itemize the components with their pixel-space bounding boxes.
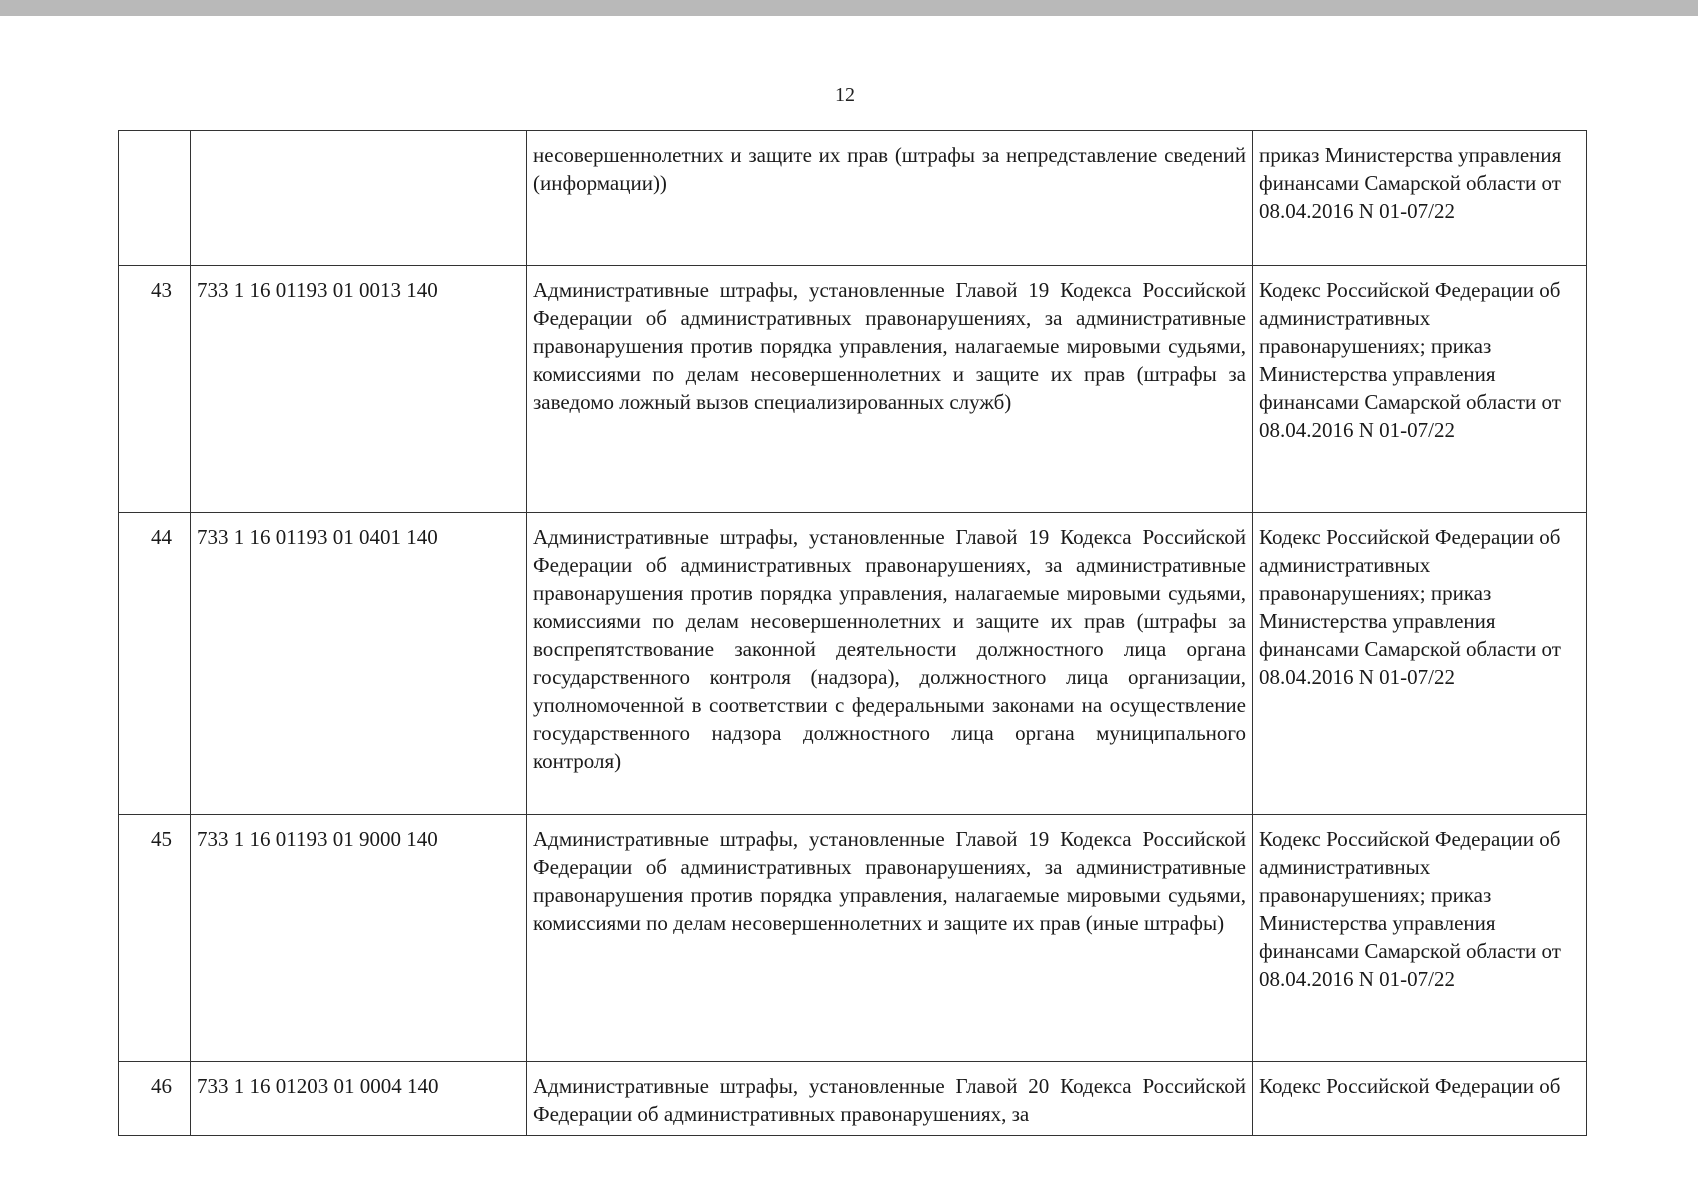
legal-basis: Кодекс Российской Федерации об административных правонарушениях; приказ Министерства управления финансами Самарской области от 08.04.2016 N 01-07/22 (1253, 266, 1587, 513)
revenue-code: 733 1 16 01203 01 0004 140 (191, 1062, 527, 1136)
revenue-name: несовершеннолетних и защите их прав (штрафы за непредставление сведений (информации)) (527, 131, 1253, 266)
table-row (119, 266, 1587, 513)
row-number: 45 (119, 815, 191, 1062)
revenue-name: Административные штрафы, установленные Главой 19 Кодекса Российской Федерации об административных правонарушениях, за административные правонарушения против порядка управления, налагаемые мировыми судьями, комиссиями по делам несовершеннолетних и защите их прав (иные штрафы) (527, 815, 1253, 1062)
revenue-codes-table (118, 130, 1587, 1136)
revenue-code: 733 1 16 01193 01 9000 140 (191, 815, 527, 1062)
revenue-name: Административные штрафы, установленные Главой 19 Кодекса Российской Федерации об административных правонарушениях, за административные правонарушения против порядка управления, налагаемые мировыми судьями, комиссиями по делам несовершеннолетних и защите их прав (штрафы за воспрепятствование законной деятельности должностного лица органа государственного контроля (надзора), должностного лица организации, уполномоченной в соответствии с федеральными законами на осуществление государственного надзора должностного лица органа муниципального контроля) (527, 513, 1253, 815)
row-number: 44 (119, 513, 191, 815)
table-row (119, 513, 1587, 815)
page-number: 12 (835, 84, 855, 106)
legal-basis: приказ Министерства управления финансами Самарской области от 08.04.2016 N 01-07/22 (1253, 131, 1587, 266)
row-number: 43 (119, 266, 191, 513)
table-row (119, 131, 1587, 266)
revenue-name: Административные штрафы, установленные Главой 19 Кодекса Российской Федерации об административных правонарушениях, за административные правонарушения против порядка управления, налагаемые мировыми судьями, комиссиями по делам несовершеннолетних и защите их прав (штрафы за заведомо ложный вызов специализированных служб) (527, 266, 1253, 513)
table-row (119, 815, 1587, 1062)
revenue-code (191, 131, 527, 266)
revenue-code: 733 1 16 01193 01 0013 140 (191, 266, 527, 513)
legal-basis: Кодекс Российской Федерации об административных правонарушениях; приказ Министерства управления финансами Самарской области от 08.04.2016 N 01-07/22 (1253, 815, 1587, 1062)
row-number: 46 (119, 1062, 191, 1136)
revenue-code: 733 1 16 01193 01 0401 140 (191, 513, 527, 815)
legal-basis: Кодекс Российской Федерации об административных правонарушениях; приказ Министерства управления финансами Самарской области от 08.04.2016 N 01-07/22 (1253, 513, 1587, 815)
scan-edge-bar (0, 0, 1698, 16)
table-row (119, 1062, 1587, 1136)
legal-basis: Кодекс Российской Федерации об (1253, 1062, 1587, 1136)
revenue-name: Административные штрафы, установленные Главой 20 Кодекса Российской Федерации об административных правонарушениях, за (527, 1062, 1253, 1136)
row-number (119, 131, 191, 266)
